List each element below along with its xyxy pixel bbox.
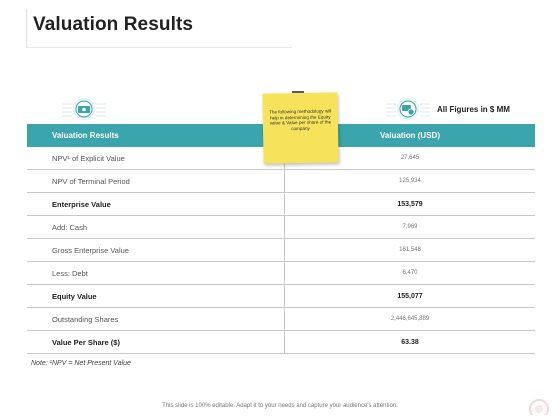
row-label: Enterprise Value — [27, 193, 285, 215]
row-label: NPV¹ of Explicit Value — [27, 147, 285, 169]
row-label: Equity Value — [27, 285, 285, 307]
footnote: Note: ¹NPV = Net Present Value — [31, 360, 131, 367]
header-valuation-results: Valuation Results — [52, 131, 119, 140]
footer-text: This slide is 100% editable. Adapt it to your needs and capture your audience's attention. — [162, 403, 398, 409]
table-row — [27, 308, 535, 331]
row-value: 27,645 — [400, 155, 420, 161]
slide-title: Valuation Results — [33, 14, 194, 35]
figures-note: All Figures in $ MM — [437, 105, 510, 114]
row-value: 63.38 — [401, 338, 419, 346]
decorative-shape-icon — [524, 393, 554, 415]
row-label: Value Per Share ($) — [27, 331, 285, 353]
table-row — [27, 331, 535, 354]
row-label: Gross Enterprise Value — [27, 239, 285, 261]
table-row — [27, 285, 535, 308]
table-row — [27, 216, 535, 239]
title-accent-line — [26, 9, 27, 47]
bill-money-icon — [62, 96, 106, 122]
sticky-note — [262, 92, 338, 163]
dollar-coins-icon — [386, 96, 430, 122]
table-row — [27, 170, 535, 193]
row-value: 125,934 — [399, 178, 421, 184]
row-label: Add: Cash — [27, 216, 285, 238]
row-value: 153,579 — [397, 200, 423, 208]
row-value: 161,548 — [399, 247, 421, 253]
table-row — [27, 193, 535, 216]
row-label: NPV of Terminal Period — [27, 170, 285, 192]
row-value: 2,446,645,889 — [390, 316, 430, 322]
row-value: 6,470 — [402, 270, 418, 276]
row-label: Less: Debt — [27, 262, 285, 284]
header-valuation-usd: Valuation (USD) — [379, 131, 440, 140]
row-value: 155,077 — [397, 292, 423, 300]
row-label: Outstanding Shares — [27, 308, 285, 330]
sticky-note-text: The following methodology will help in determining the Equity value & Value per share of the company — [269, 108, 332, 131]
table-row — [27, 239, 535, 262]
table-row — [27, 262, 535, 285]
title-underline — [26, 47, 292, 48]
row-value: 7,969 — [402, 224, 418, 230]
